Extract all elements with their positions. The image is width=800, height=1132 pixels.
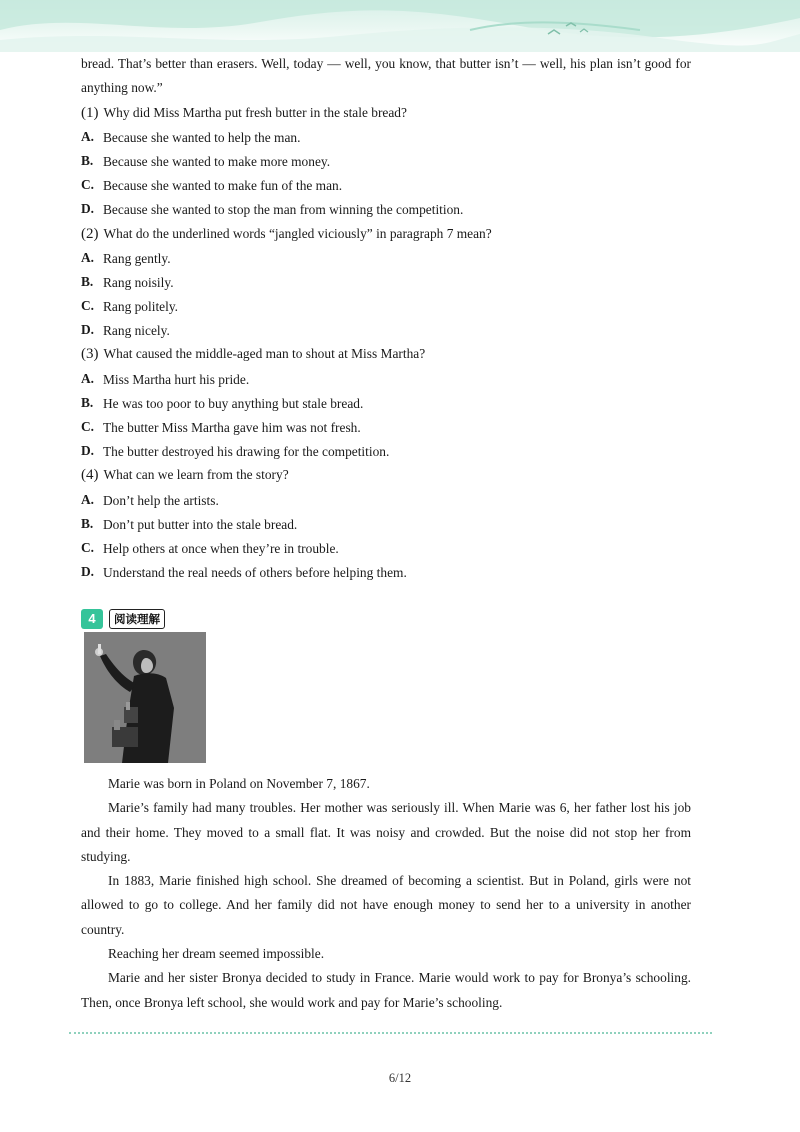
option-letter: A. [81,491,95,507]
question-stem [81,222,691,246]
answer-option [81,512,691,536]
option-text: Rang gently. [103,250,171,266]
option-text: Rang nicely. [103,323,170,339]
header-decoration [0,0,800,52]
questions-block [81,52,691,584]
option-letter: B. [81,394,94,410]
option-text: Miss Martha hurt his pride. [103,371,250,387]
section-label: 阅读理解 [109,609,165,629]
option-letter: A. [81,128,95,144]
question-list [81,101,691,585]
answer-option [81,270,691,294]
option-text: Understand the real needs of others before helping them. [103,565,407,581]
answer-option [81,246,691,270]
question-number: (1) [81,104,99,121]
question-number: (3) [81,346,99,363]
passage-paragraph-5: Marie and her sister Bronya decided to study in France. Marie would work to pay for Bronya’s schooling. Then, once Bronya left school, she would work and pay for Marie’s schooling. [81,970,691,1010]
option-letter: A. [81,249,95,265]
answer-option [81,197,691,221]
header-wave-graphic [0,0,800,52]
option-text: The butter Miss Martha gave him was not fresh. [103,420,361,436]
answer-option [81,125,691,149]
question-text: What do the underlined words “jangled viciously” in paragraph 7 mean? [103,225,492,241]
option-text: Don’t help the artists. [103,492,219,508]
option-text: He was too poor to buy anything but stale bread. [103,395,364,411]
question-text: What caused the middle-aged man to shout at Miss Martha? [103,346,426,362]
answer-option [81,318,691,342]
answer-option [81,149,691,173]
option-letter: C. [81,177,95,193]
page-number: 6/12 [388,1071,412,1085]
option-text: Rang politely. [103,299,179,315]
option-letter: C. [81,298,95,314]
marie-photo [84,632,206,763]
reading-passage [81,772,691,1015]
question-text: What can we learn from the story? [103,467,289,483]
question-stem [81,101,691,125]
answer-option [81,173,691,197]
passage-paragraph-3: In 1883, Marie finished high school. She dreamed of becoming a scientist. But in Poland, girls were not allowed to go to college. And her family did not have enough money to send her to a university in another country. [81,873,691,937]
answer-option [81,391,691,415]
option-letter: A. [81,370,95,386]
option-letter: B. [81,515,94,531]
question-number: (4) [81,467,99,484]
option-letter: C. [81,539,95,555]
option-letter: B. [81,152,94,168]
answer-option [81,367,691,391]
option-text: Because she wanted to make fun of the man. [103,178,343,194]
passage-paragraph-1: Marie was born in Poland on November 7, 1867. [108,776,370,791]
option-text: The butter destroyed his drawing for the competition. [103,444,390,460]
question-stem [81,463,691,487]
section-header [81,608,165,630]
passage-paragraph-4: Reaching her dream seemed impossible. [108,946,325,962]
option-letter: D. [81,322,95,338]
answer-option [81,439,691,463]
footer-divider [69,1032,712,1034]
option-letter: D. [81,564,95,580]
answer-option [81,536,691,560]
option-text: Because she wanted to stop the man from winning the competition. [103,202,464,218]
option-text: Don’t put butter into the stale bread. [103,516,298,532]
option-letter: B. [81,273,94,289]
question-text: Why did Miss Martha put fresh butter in the stale bread? [103,104,407,120]
option-text: Because she wanted to make more money. [103,153,331,169]
option-text: Because she wanted to help the man. [103,129,301,145]
option-letter: D. [81,443,95,459]
answer-option [81,488,691,512]
option-letter: C. [81,419,95,435]
option-letter: D. [81,201,95,217]
option-text: Help others at once when they’re in trouble. [103,540,339,556]
answer-option [81,415,691,439]
section-number-badge: 4 [81,609,103,629]
question-number: (2) [81,225,99,242]
option-text: Rang noisily. [103,274,174,290]
answer-option [81,560,691,584]
intro-text: bread. That’s better than erasers. Well, today — well, you know, that butter isn’t — well, his plan isn’t good for anything now.” [81,56,691,96]
question-stem [81,342,691,366]
answer-option [81,294,691,318]
passage-paragraph-2: Marie’s family had many troubles. Her mother was seriously ill. When Marie was 6, her father lost his job and their home. They moved to a small flat. It was noisy and crowded. But the noise did not stop her from studying. [81,800,691,864]
